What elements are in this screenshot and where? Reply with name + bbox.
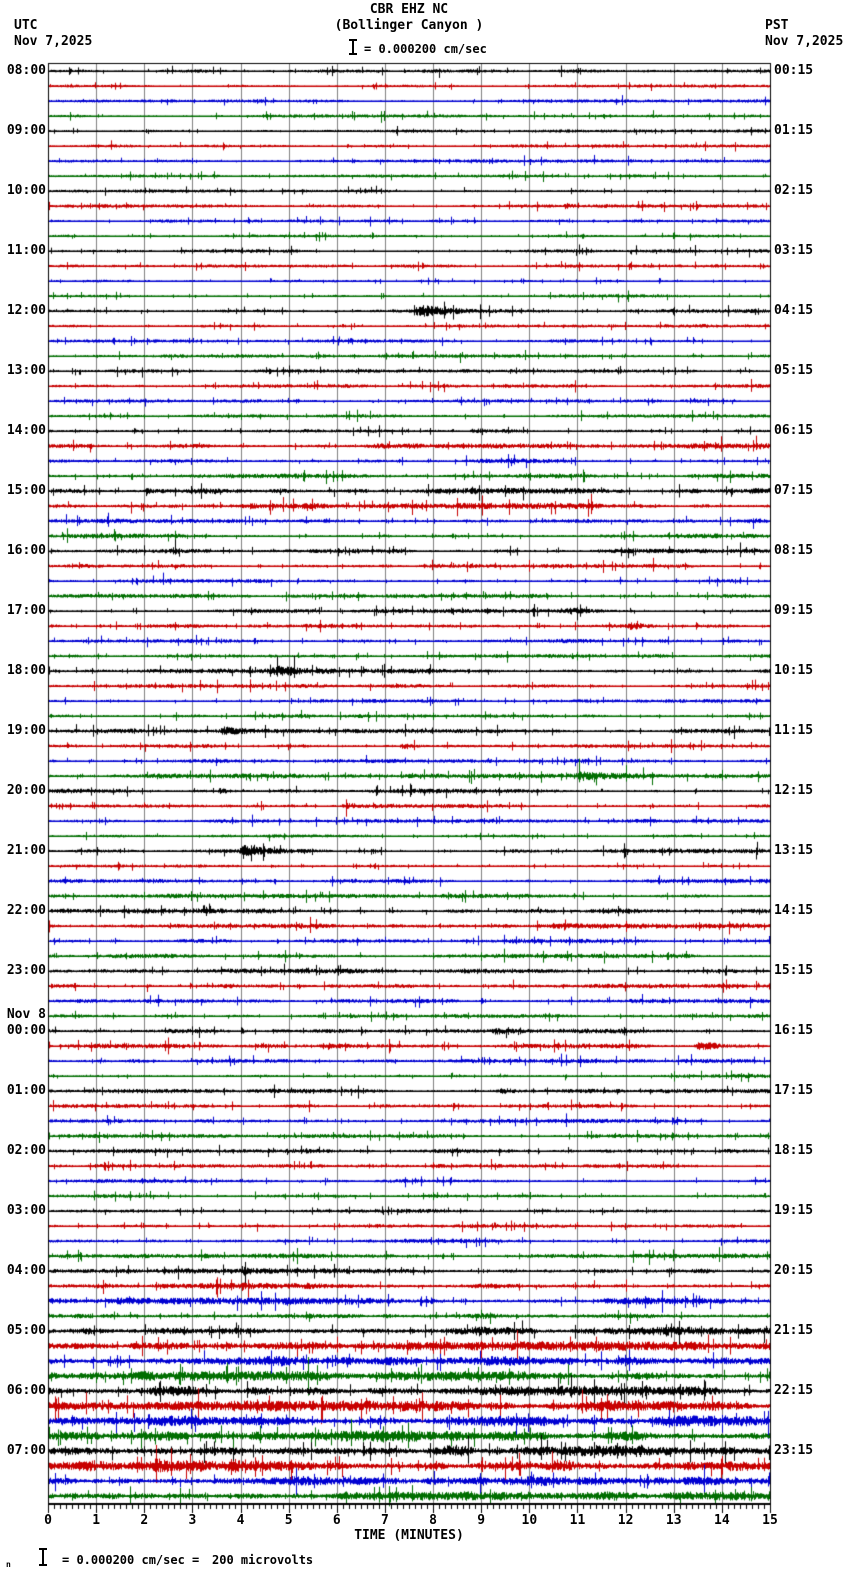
pst-hour-label: 14:15 bbox=[774, 903, 814, 918]
footer-scale-text: = 0.000200 cm/sec = bbox=[62, 1553, 200, 1567]
tick-label: 1 bbox=[92, 1513, 101, 1528]
pst-hour-label: 09:15 bbox=[774, 603, 814, 618]
tick-label: 7 bbox=[381, 1513, 389, 1528]
footer-prefix: n bbox=[6, 1560, 11, 1569]
date-break-label: Nov 8 bbox=[6, 1007, 46, 1022]
utc-hour-label: 15:00 bbox=[6, 483, 46, 498]
footer-scale-bar-icon bbox=[38, 1548, 48, 1566]
pst-hour-label: 19:15 bbox=[774, 1203, 814, 1218]
pst-hour-label: 08:15 bbox=[774, 543, 814, 558]
pst-hour-label: 12:15 bbox=[774, 783, 814, 798]
utc-hour-label: 07:00 bbox=[6, 1443, 46, 1458]
tick-label: 5 bbox=[284, 1513, 293, 1528]
utc-hour-label: 13:00 bbox=[6, 363, 46, 378]
pst-hour-label: 18:15 bbox=[774, 1143, 814, 1158]
utc-hour-label: 22:00 bbox=[6, 903, 46, 918]
date-left-label: Nov 7,2025 bbox=[14, 34, 93, 49]
pst-hour-label: 06:15 bbox=[774, 423, 814, 438]
pst-hour-label: 02:15 bbox=[774, 183, 814, 198]
scale-bar-icon bbox=[348, 39, 358, 55]
tick-label: 4 bbox=[236, 1513, 245, 1528]
tick-label: 12 bbox=[617, 1513, 634, 1528]
utc-hour-label: 18:00 bbox=[6, 663, 46, 678]
utc-hour-label: 09:00 bbox=[6, 123, 46, 138]
tick-label: 10 bbox=[521, 1513, 538, 1528]
utc-hour-label: 08:00 bbox=[6, 63, 46, 78]
utc-hour-label: 23:00 bbox=[6, 963, 46, 978]
tick-label: 9 bbox=[477, 1513, 486, 1528]
scale-text: = 0.000200 cm/sec bbox=[364, 42, 487, 56]
pst-hour-label: 21:15 bbox=[774, 1323, 814, 1338]
pst-hour-label: 04:15 bbox=[774, 303, 814, 318]
utc-hour-label: 06:00 bbox=[6, 1383, 46, 1398]
utc-hour-label: 04:00 bbox=[6, 1263, 46, 1278]
pst-hour-label: 15:15 bbox=[774, 963, 814, 978]
station-title: CBR EHZ NC bbox=[369, 2, 449, 17]
pst-hour-label: 11:15 bbox=[774, 723, 814, 738]
utc-hour-label: 05:00 bbox=[6, 1323, 46, 1338]
utc-hour-label: 17:00 bbox=[6, 603, 46, 618]
footer-microvolts-text: 200 microvolts bbox=[212, 1553, 314, 1567]
pst-hour-label: 13:15 bbox=[774, 843, 814, 858]
utc-hour-label: 03:00 bbox=[6, 1203, 46, 1218]
pst-hour-label: 22:15 bbox=[774, 1383, 814, 1398]
pst-hour-label: 17:15 bbox=[774, 1083, 814, 1098]
pst-hour-label: 07:15 bbox=[774, 483, 814, 498]
pst-hour-label: 05:15 bbox=[774, 363, 814, 378]
utc-hour-label: 02:00 bbox=[6, 1143, 46, 1158]
tick-label: 15 bbox=[762, 1513, 778, 1528]
pst-hour-label: 23:15 bbox=[774, 1443, 814, 1458]
utc-hour-label: 16:00 bbox=[6, 543, 46, 558]
utc-hour-label: 19:00 bbox=[6, 723, 46, 738]
utc-hour-label: 01:00 bbox=[6, 1083, 46, 1098]
tick-label: 3 bbox=[188, 1513, 197, 1528]
utc-hour-label: 14:00 bbox=[6, 423, 46, 438]
date-right-label: Nov 7,2025 bbox=[765, 34, 844, 49]
utc-hour-label: 10:00 bbox=[6, 183, 46, 198]
tick-label: 0 bbox=[44, 1513, 52, 1528]
tick-label: 11 bbox=[569, 1513, 586, 1528]
pst-hour-label: 00:15 bbox=[774, 63, 814, 78]
tick-label: 13 bbox=[665, 1513, 682, 1528]
utc-hour-label: 20:00 bbox=[6, 783, 46, 798]
timezone-right-label: PST bbox=[765, 18, 789, 33]
tick-label: 6 bbox=[332, 1513, 341, 1528]
utc-hour-label: 11:00 bbox=[6, 243, 46, 258]
pst-hour-label: 16:15 bbox=[774, 1023, 814, 1038]
x-axis-title: TIME (MINUTES) bbox=[354, 1528, 464, 1543]
pst-hour-label: 03:15 bbox=[774, 243, 814, 258]
tick-label: 2 bbox=[140, 1513, 149, 1528]
utc-hour-label: 12:00 bbox=[6, 303, 46, 318]
utc-hour-label: 21:00 bbox=[6, 843, 46, 858]
tick-label: 14 bbox=[714, 1513, 730, 1528]
pst-hour-label: 20:15 bbox=[774, 1263, 814, 1278]
pst-hour-label: 10:15 bbox=[774, 663, 814, 678]
tick-label: 8 bbox=[429, 1513, 437, 1528]
pst-hour-label: 01:15 bbox=[774, 123, 814, 138]
timezone-left-label: UTC bbox=[14, 18, 38, 33]
station-location: (Bollinger Canyon ) bbox=[334, 18, 484, 33]
utc-hour-label: 00:00 bbox=[6, 1023, 46, 1038]
